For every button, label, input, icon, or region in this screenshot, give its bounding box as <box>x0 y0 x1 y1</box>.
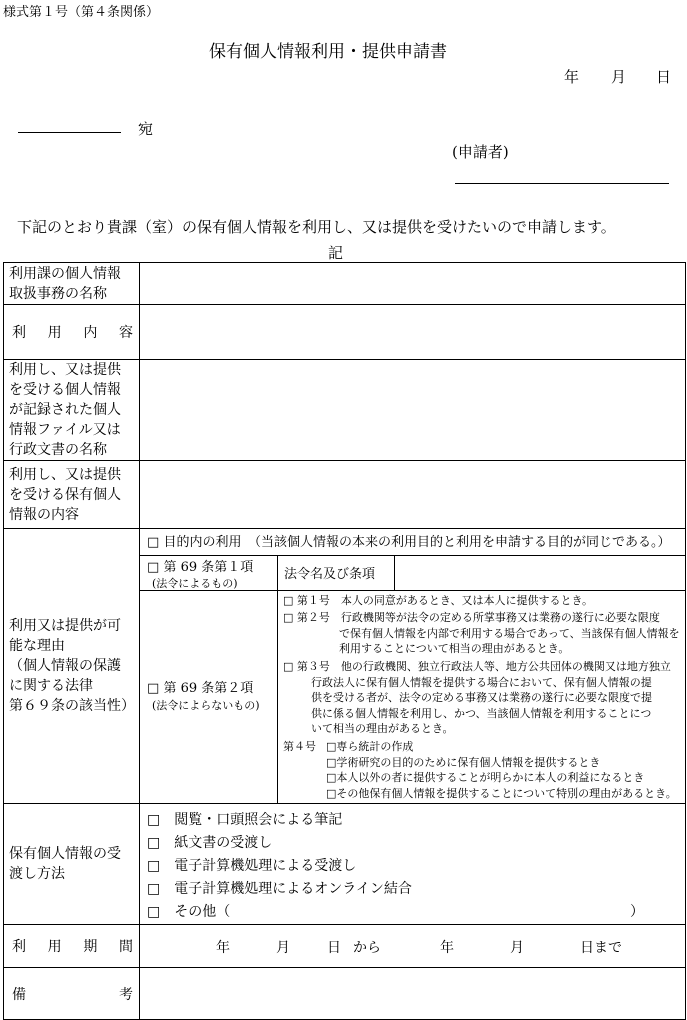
option-purpose[interactable]: □ 目的内の利用 （当該個人情報の本来の利用目的と利用を申請する目的が同じである。） <box>147 535 671 550</box>
option-art69-2[interactable]: □ 第 69 条第２項 <box>147 681 254 696</box>
applicant-label: (申請者) <box>452 143 509 161</box>
option-art69-1[interactable]: □ 第 69 条第１項 <box>147 560 254 575</box>
delivery-option-5-close: ） <box>630 904 644 920</box>
delivery-option-1[interactable]: □ 閲覧・口頭照会による筆記 <box>147 812 343 828</box>
form-number: 様式第１号（第４条関係） <box>3 5 160 20</box>
date-year: 年 <box>564 68 580 86</box>
checkbox-icon[interactable]: □ <box>283 611 294 624</box>
item-3[interactable]: □ 第３号 他の行政機関、独立行政法人等、地方公共団体の機関又は地方独立 行政法人に保有個人情報を提供する場合において、保有個人情報の提 供を受ける者が、法令の定める事務又は業務の遂行に必要な限度で提 供に係る個人情報を利用し、かつ、当該個人情報を利用することにつ いて相当の理由があるとき。 <box>283 660 671 735</box>
value-file-name[interactable] <box>140 360 686 461</box>
law-input[interactable] <box>395 556 685 589</box>
date-month: 月 <box>611 68 627 86</box>
reason-options-cell <box>140 529 686 804</box>
row-office-name <box>4 263 686 305</box>
law-label: 法令名及び条項 <box>284 567 376 582</box>
value-office-name[interactable] <box>140 263 686 305</box>
art69-2-sub: (法令によらないもの) <box>152 699 260 712</box>
page-title: 保有個人情報利用・提供申請書 <box>209 42 447 62</box>
delivery-option-2[interactable]: □ 紙文書の受渡し <box>147 835 273 851</box>
value-remarks[interactable] <box>140 968 686 1020</box>
value-usage-content[interactable] <box>140 305 686 360</box>
art69-1-sub: (法令によるもの) <box>152 577 238 590</box>
value-info-content[interactable] <box>140 461 686 529</box>
addressee-field-line[interactable] <box>18 132 121 133</box>
label-delivery-method: 保有個人情報の受 渡し方法 <box>4 804 140 925</box>
label-file-name: 利用し、又は提供 を受ける個人情報 が記録された個人 情報ファイル又は 行政文書の名称 <box>4 360 140 461</box>
label-remarks: 備 考 <box>4 968 140 1020</box>
item-4-option-1[interactable]: □専ら統計の作成 <box>326 740 414 753</box>
item-2[interactable]: □ 第２号 行政機関等が法令の定める所掌事務又は業務の遂行に必要な限度 で保有個人情報を内部で利用する場合であって、当該保有個人情報を 利用することについて相当の理由があるとき。 <box>283 611 680 655</box>
label-usage-period: 利 用 期 間 <box>4 925 140 968</box>
row-usage-period <box>4 925 686 968</box>
ki-label: 記 <box>328 244 344 262</box>
delivery-option-3[interactable]: □ 電子計算機処理による受渡し <box>147 858 357 874</box>
label-reason: 利用又は提供が可 能な理由 （個人情報の保護 に関する法律 第６９条の該当性） <box>4 529 140 804</box>
application-form-table <box>3 262 686 1020</box>
label-info-content: 利用し、又は提供 を受ける保有個人 情報の内容 <box>4 461 140 529</box>
item-4-option-3[interactable]: □本人以外の者に提供することが明らかに本人の利益になるとき <box>326 771 645 784</box>
addressee-suffix: 宛 <box>138 120 154 138</box>
checkbox-icon[interactable]: □ <box>283 660 294 673</box>
value-usage-period[interactable]: 年 月 日 から 年 月 日まで <box>140 925 686 968</box>
date-day: 日 <box>656 68 672 86</box>
intro-text: 下記のとおり貴課（室）の保有個人情報を利用し、又は提供を受けたいので申請します。 <box>17 218 616 236</box>
item-4: 第４号 <box>283 740 316 753</box>
applicant-field-line[interactable] <box>455 183 669 184</box>
item-1[interactable]: □ 第１号 本人の同意があるとき、又は本人に提供するとき。 <box>283 594 594 607</box>
row-delivery-method <box>4 804 686 925</box>
delivery-option-4[interactable]: □ 電子計算機処理によるオンライン結合 <box>147 881 412 897</box>
row-reason <box>4 529 686 804</box>
row-file-name <box>4 360 686 461</box>
checkbox-icon[interactable]: □ <box>147 535 160 550</box>
checkbox-icon[interactable]: □ <box>147 560 160 575</box>
item-4-option-4[interactable]: □その他保有個人情報を提供することについて特別の理由があるとき。 <box>326 786 677 800</box>
row-info-content <box>4 461 686 529</box>
row-usage-content <box>4 305 686 360</box>
label-office-name: 利用課の個人情報 取扱事務の名称 <box>4 263 140 305</box>
delivery-option-5[interactable]: □ その他（ <box>147 904 231 920</box>
row-remarks <box>4 968 686 1020</box>
item-4-option-2[interactable]: □学術研究の目的のために保有個人情報を提供するとき <box>326 755 601 769</box>
checkbox-icon[interactable]: □ <box>283 594 294 607</box>
item-4-options <box>326 739 677 801</box>
checkbox-icon[interactable]: □ <box>147 681 160 696</box>
delivery-options-cell <box>140 804 686 925</box>
label-usage-content: 利 用 内 容 <box>4 305 140 360</box>
